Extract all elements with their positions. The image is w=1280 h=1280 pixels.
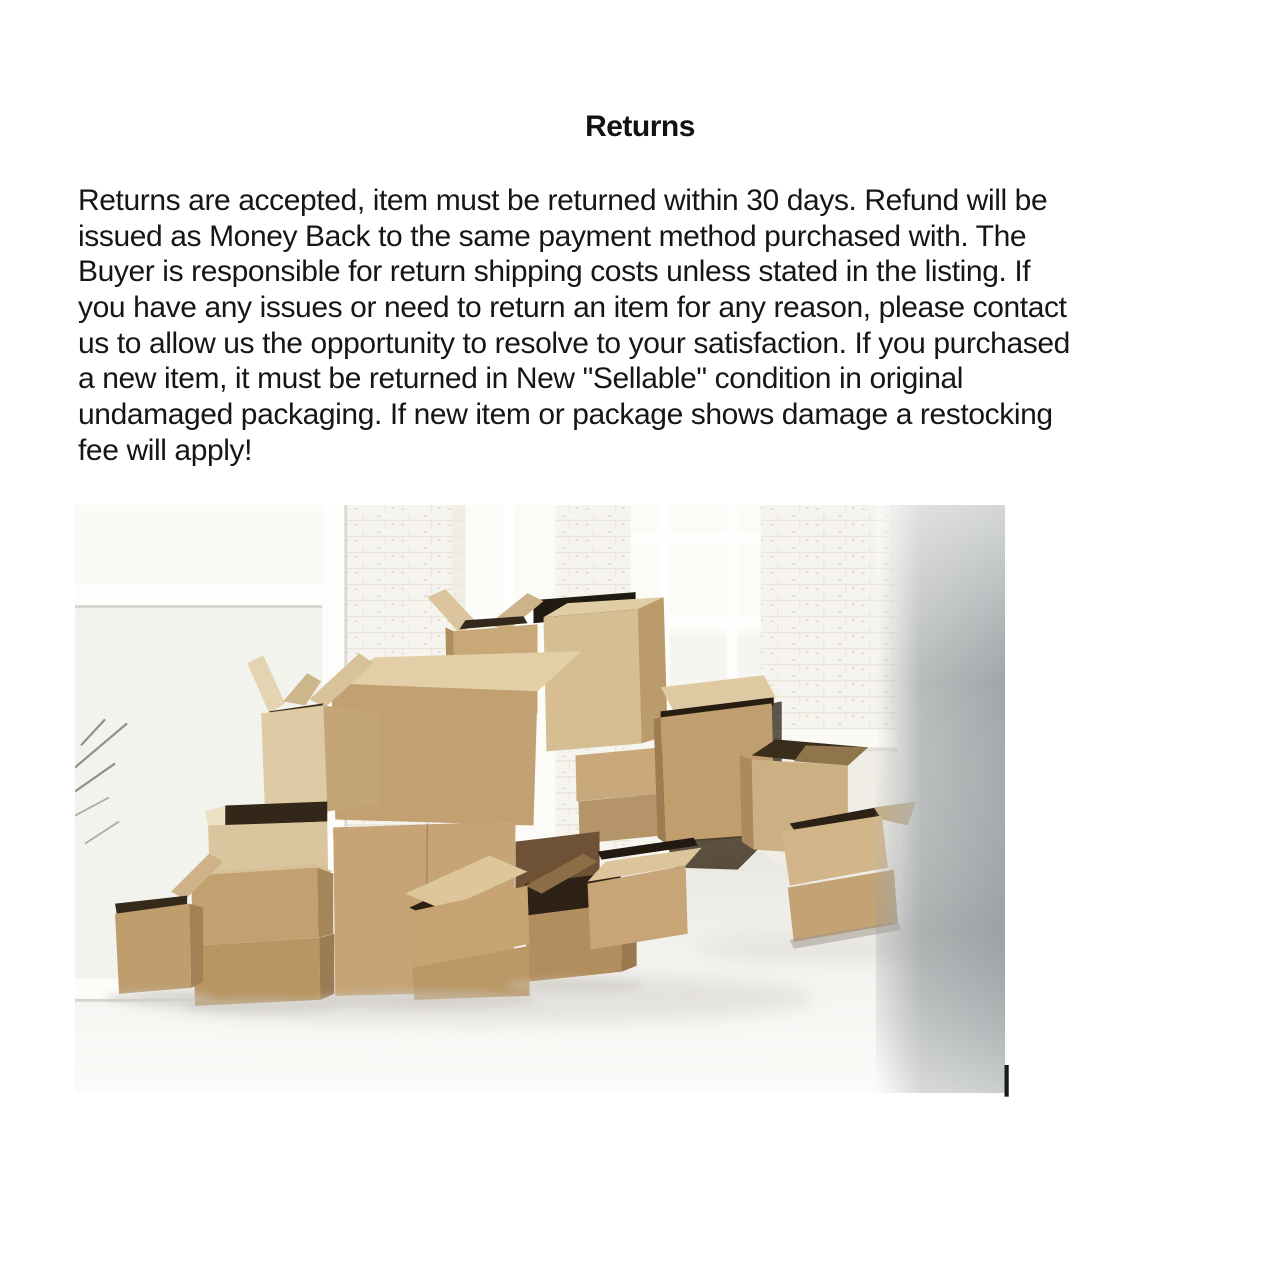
policy-line: Returns are accepted, item must be returned within 30 days. Refund will be [78,184,1048,217]
returns-policy-paragraph [78,183,1070,469]
policy-line: us to allow us the opportunity to resolve to your satisfaction. If you purchased [78,326,1070,360]
policy-line: Buyer is responsible for return shipping costs unless stated in the listing. If [78,255,1031,289]
text-cursor: | [1002,1059,1012,1096]
policy-line: undamaged packaging. If new item or package shows damage a restocking [78,398,1053,432]
policy-line: you have any issues or need to return an item for any reason, please contact [78,291,1067,325]
policy-line: fee will apply! [78,433,253,467]
page-title: Returns [585,110,695,143]
policy-line: a new item, it must be returned in New "Sellable" condition in original [78,362,964,396]
policy-line: issued as Money Back to the same payment method purchased with. The [78,219,1027,253]
cardboard-boxes-photo [75,505,1005,1093]
